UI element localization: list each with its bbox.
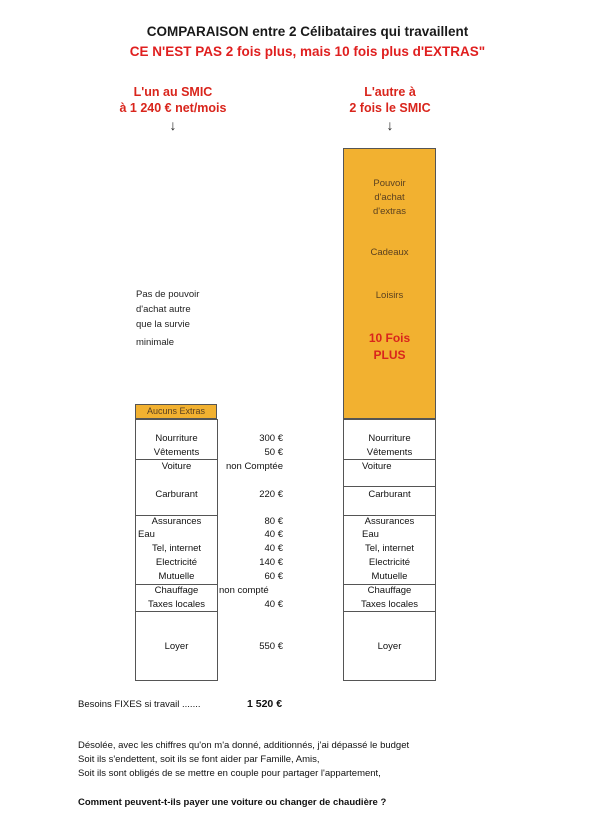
amount-vetements: 50 € bbox=[264, 447, 283, 458]
left-item-carburant: Carburant bbox=[155, 489, 198, 500]
title-line-2: CE N'EST PAS 2 fois plus, mais 10 fois plus d'EXTRAS" bbox=[129, 44, 486, 59]
extras-pouvoir-line: d'extras bbox=[373, 206, 406, 217]
footer-question: Comment peuvent-t-ils payer une voiture ou changer de chaudière ? bbox=[78, 797, 387, 808]
left-note-line: d'achat autre bbox=[136, 304, 191, 315]
amount-mutuelle: 60 € bbox=[264, 571, 283, 582]
right-item-taxes: Taxes locales bbox=[360, 599, 419, 610]
amount-taxes: 40 € bbox=[264, 599, 283, 610]
right-heading bbox=[315, 84, 465, 116]
no-extras-tag: Aucuns Extras bbox=[135, 404, 217, 419]
right-heading-line-2: 2 fois le SMIC bbox=[349, 101, 431, 115]
right-arrow-icon: ↓ bbox=[386, 117, 394, 133]
extras-ten-times bbox=[344, 330, 435, 364]
right-item-mutuelle: Mutuelle bbox=[371, 571, 408, 582]
amount-voiture: non Comptée bbox=[225, 461, 283, 472]
left-item-vetements: Vêtements bbox=[153, 447, 200, 458]
extras-pouvoir-line: d'achat bbox=[374, 192, 405, 203]
right-item-tel: Tel, internet bbox=[364, 543, 415, 554]
extras-loisirs: Loisirs bbox=[375, 290, 404, 301]
right-heading-line-1: L'autre à bbox=[364, 85, 416, 99]
extras-cadeaux: Cadeaux bbox=[370, 247, 409, 258]
left-note-line: Pas de pouvoir bbox=[136, 289, 200, 300]
amount-tel: 40 € bbox=[264, 543, 283, 554]
left-note bbox=[136, 287, 256, 350]
left-heading-line-1: L'un au SMIC bbox=[133, 85, 213, 99]
right-item-voiture: Voiture bbox=[362, 461, 392, 472]
amount-carburant: 220 € bbox=[259, 489, 283, 500]
left-item-assurances: Assurances bbox=[151, 516, 202, 527]
left-item-chauffage: Chauffage bbox=[154, 585, 199, 596]
left-item-loyer: Loyer bbox=[164, 641, 189, 652]
right-item-chauffage: Chauffage bbox=[367, 585, 412, 596]
amount-chauffage: non compté bbox=[219, 585, 269, 596]
amount-electricite: 140 € bbox=[259, 557, 283, 568]
left-heading-line-2: à 1 240 € net/mois bbox=[119, 101, 227, 115]
total-label: Besoins FIXES si travail ....... bbox=[78, 699, 201, 710]
right-item-vetements: Vêtements bbox=[366, 447, 413, 458]
right-item-assurances: Assurances bbox=[364, 516, 415, 527]
left-note-line: minimale bbox=[136, 337, 175, 348]
amount-eau: 40 € bbox=[264, 529, 283, 540]
extras-block bbox=[343, 148, 436, 419]
footer-line-3: Soit ils sont obligés de se mettre en couple pour partager l'appartement, bbox=[78, 768, 381, 779]
left-item-mutuelle: Mutuelle bbox=[158, 571, 195, 582]
left-item-taxes: Taxes locales bbox=[147, 599, 206, 610]
left-arrow-icon: ↓ bbox=[169, 117, 177, 133]
title-line-1: COMPARAISON entre 2 Célibataires qui travaillent bbox=[146, 24, 469, 39]
divider bbox=[344, 486, 435, 487]
extras-ten-line-2: PLUS bbox=[373, 348, 406, 362]
left-item-voiture: Voiture bbox=[161, 461, 192, 472]
left-item-tel: Tel, internet bbox=[151, 543, 202, 554]
right-item-eau: Eau bbox=[362, 529, 379, 540]
left-item-electricite: Electricité bbox=[155, 557, 198, 568]
amount-assurances: 80 € bbox=[264, 516, 283, 527]
left-item-eau: Eau bbox=[138, 529, 155, 540]
extras-ten-line-1: 10 Fois bbox=[368, 331, 411, 345]
left-note-line: que la survie bbox=[136, 319, 190, 330]
amount-loyer: 550 € bbox=[259, 641, 283, 652]
total-value: 1 520 € bbox=[247, 698, 283, 710]
extras-pouvoir bbox=[344, 177, 435, 219]
left-heading bbox=[98, 84, 248, 116]
right-item-carburant: Carburant bbox=[368, 489, 411, 500]
footer-line-1: Désolée, avec les chiffres qu'on m'a donné, additionnés, j'ai dépassé le budget bbox=[78, 740, 410, 751]
right-item-nourriture: Nourriture bbox=[368, 433, 411, 444]
amount-nourriture: 300 € bbox=[259, 433, 283, 444]
left-item-nourriture: Nourriture bbox=[155, 433, 198, 444]
right-item-loyer: Loyer bbox=[377, 641, 402, 652]
extras-pouvoir-line: Pouvoir bbox=[373, 178, 406, 189]
right-item-electricite: Electricité bbox=[368, 557, 411, 568]
footer-line-2: Soit ils s'endettent, soit ils se font aider par Famille, Amis, bbox=[78, 754, 320, 765]
